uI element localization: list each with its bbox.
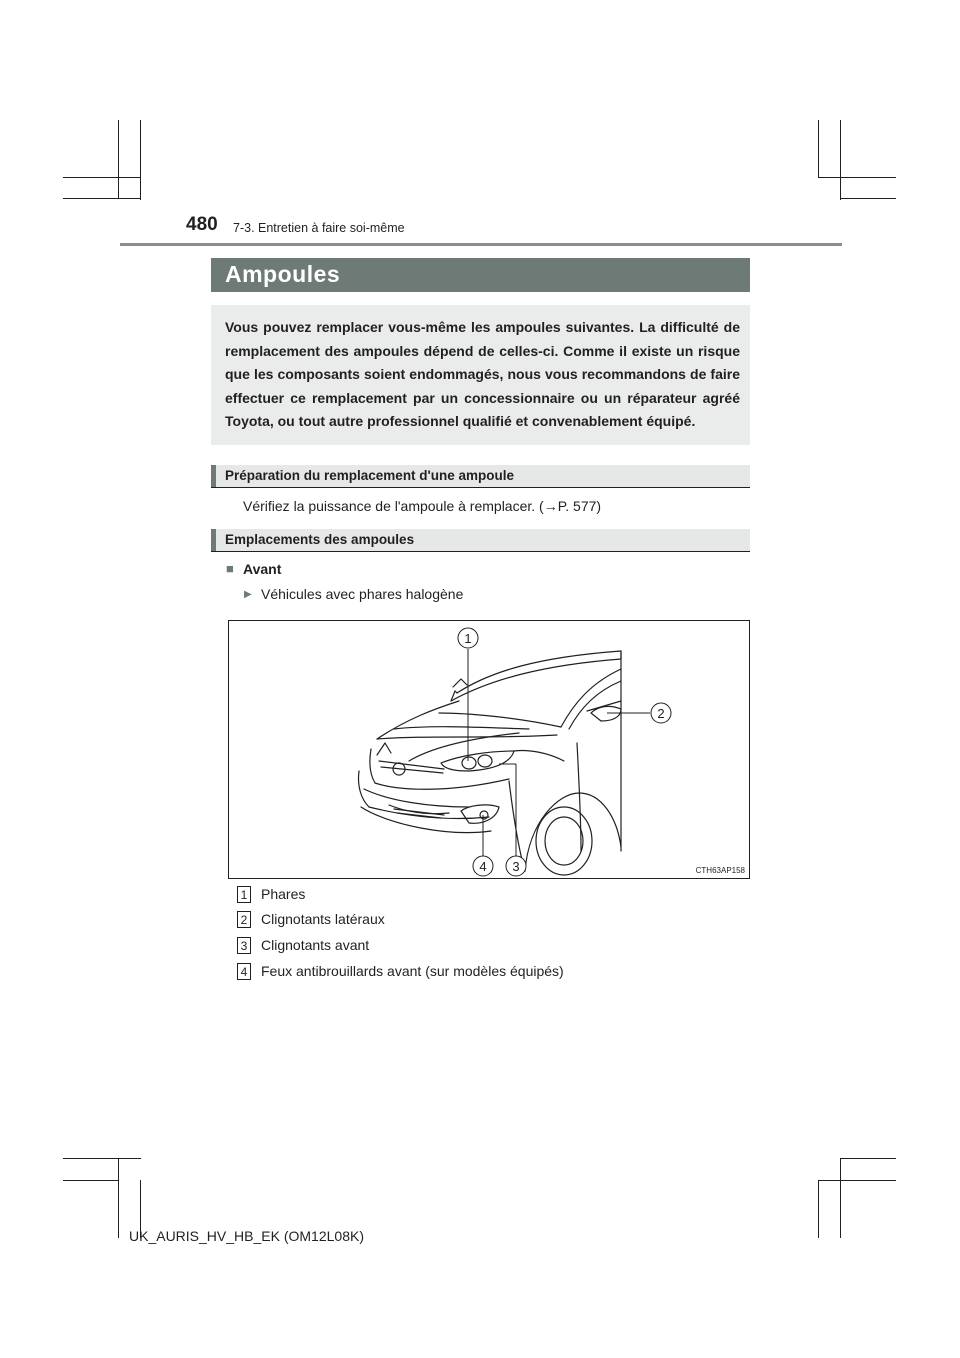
page-number: 480 [186, 214, 218, 235]
crop-mark [840, 1158, 896, 1159]
callout-4: 4 [479, 859, 487, 874]
legend-text: Phares [261, 886, 306, 902]
callout-2: 2 [657, 706, 665, 721]
crop-mark [818, 1180, 896, 1181]
prep-text: Vérifiez la puissance de l'ampoule à remplacer. ( [243, 498, 544, 514]
page-title: Ampoules [225, 261, 341, 287]
car-front-illustration [229, 621, 749, 878]
legend-text: Clignotants avant [261, 937, 370, 953]
legend-text: Feux antibrouillards avant (sur modèles équipés) [261, 963, 564, 979]
square-bullet-icon: ■ [226, 561, 234, 576]
section-label: 7-3. Entretien à faire soi-même [233, 221, 405, 235]
locations-heading-bar [211, 529, 750, 552]
page-reference[interactable]: P. 577) [557, 498, 602, 514]
vehicle-type: Véhicules avec phares halogène [261, 586, 464, 602]
subsection-title: Avant [243, 561, 282, 577]
callout-1: 1 [464, 631, 472, 646]
crop-mark [840, 198, 896, 199]
crop-mark [118, 120, 119, 198]
crop-mark [118, 1158, 119, 1238]
crop-mark [818, 120, 819, 178]
heading-tab [211, 465, 216, 487]
crop-mark [818, 177, 896, 178]
crop-mark [140, 120, 141, 200]
legend-number: 4 [237, 963, 251, 980]
triangle-bullet-icon: ▶ [244, 589, 252, 600]
figure-code: CTH63AP158 [695, 866, 745, 875]
crop-mark [63, 1158, 141, 1159]
bulb-location-figure [228, 620, 750, 879]
crop-mark [818, 1180, 819, 1238]
prep-heading-bar [211, 465, 750, 488]
prep-heading: Préparation du remplacement d'une ampoule [225, 468, 515, 483]
locations-heading: Emplacements des ampoules [225, 532, 415, 547]
legend-number: 3 [237, 937, 251, 954]
footer-doc-code: UK_AURIS_HV_HB_EK (OM12L08K) [129, 1228, 364, 1244]
legend-text: Clignotants latéraux [261, 911, 385, 927]
crop-mark [63, 198, 141, 199]
crop-mark [63, 1180, 119, 1181]
intro-text: Vous pouvez remplacer vous-même les ampoules suivantes. La difficulté de remplacement des ampoules dépend de celles-ci. Comme il existe un risque que les composants soient endommagés, nous vous recommandons de faire effectuer ce remplacement par un concessionnaire ou un réparateur agréé Toyota, ou tout autre professionnel qualifié et convenablement équipé. [225, 319, 740, 429]
reference-arrow-icon: → [543, 498, 558, 514]
callout-3: 3 [512, 859, 520, 874]
crop-mark [63, 177, 140, 178]
prep-text-line [243, 498, 601, 514]
crop-mark [840, 120, 841, 200]
heading-tab [211, 529, 216, 551]
crop-mark [840, 1158, 841, 1238]
legend-number: 2 [237, 911, 251, 928]
header-rule [120, 243, 842, 246]
legend-number: 1 [237, 886, 251, 903]
